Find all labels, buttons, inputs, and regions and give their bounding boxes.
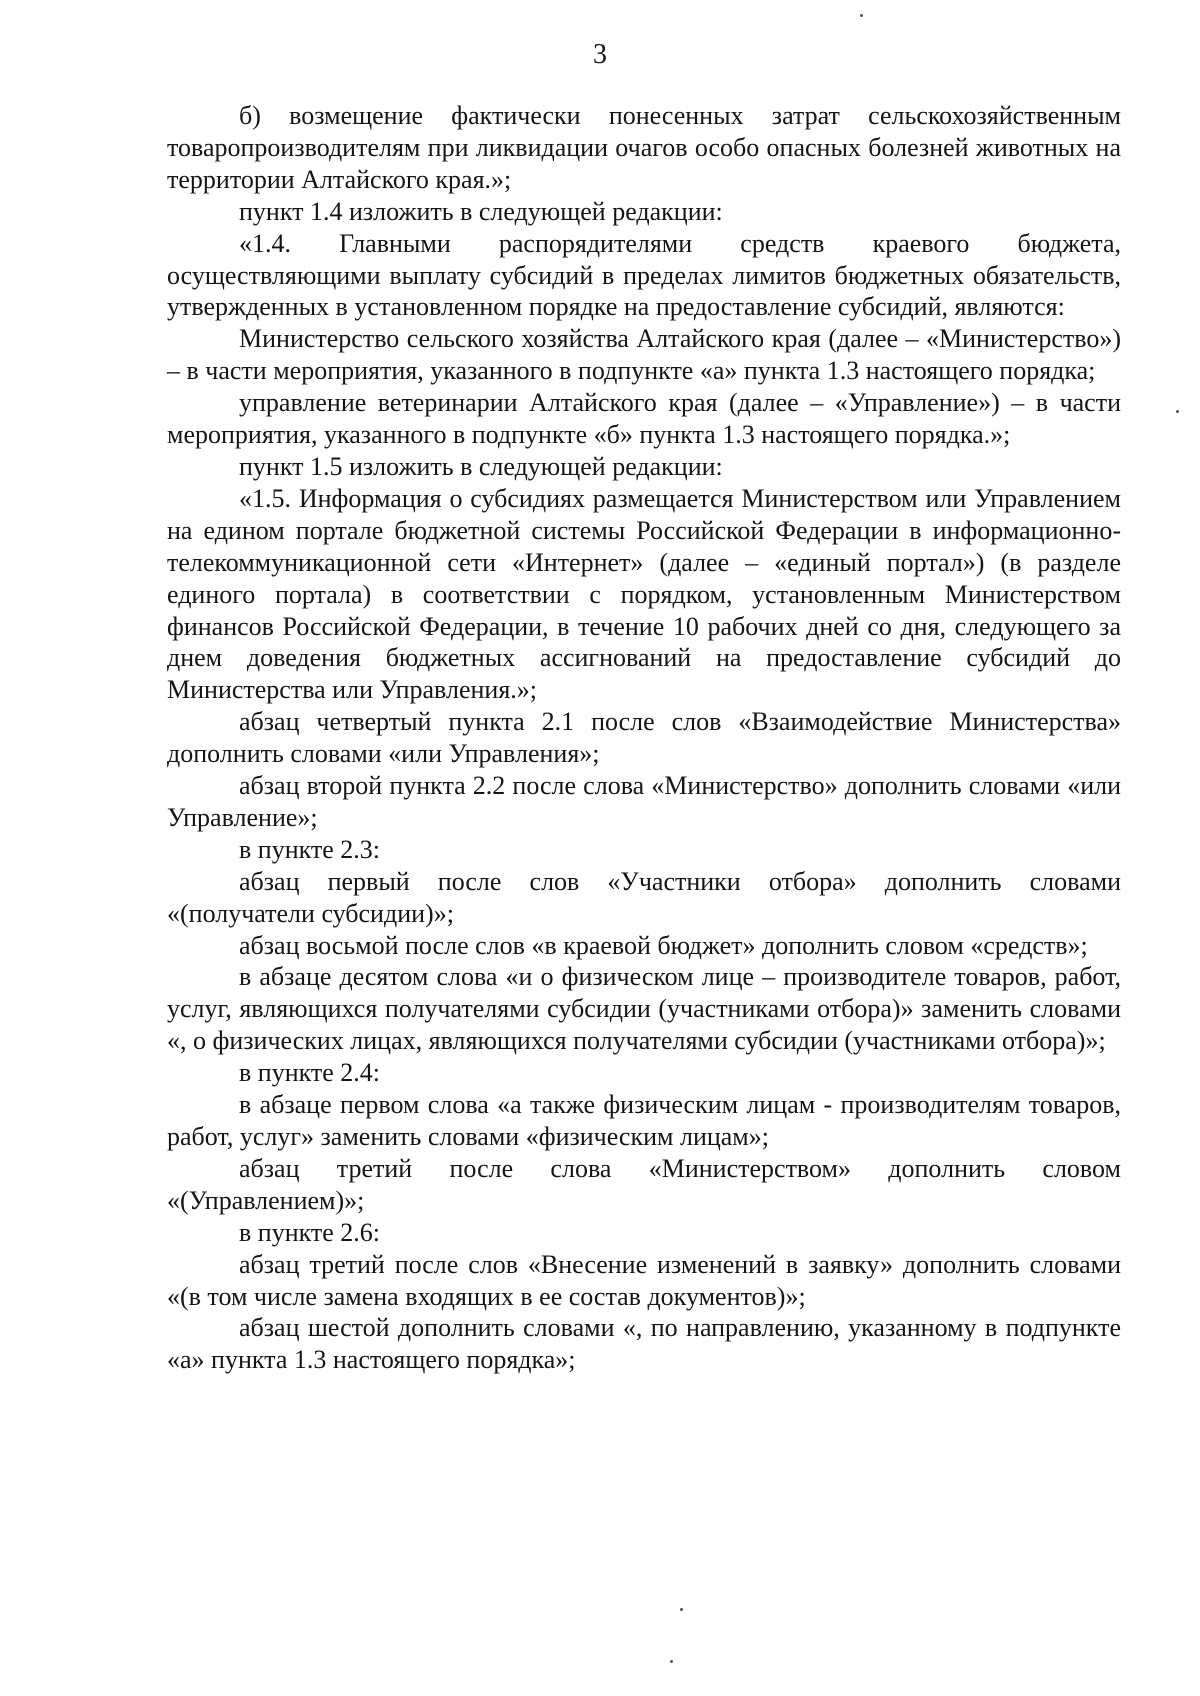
paragraph: «1.4. Главными распорядителями средств краевого бюджета, осуществляющими выплату субсидий в пределах лимитов бюджетных обязательств, утвержденных в установленном порядке на предоставление субсидий, являются: bbox=[167, 228, 1121, 322]
paragraph: абзац шестой дополнить словами «, по направлению, указанному в подпункте «а» пункта 1.3 настоящего порядка»; bbox=[167, 1313, 1121, 1375]
page-number: 3 bbox=[593, 39, 607, 70]
scan-speck bbox=[680, 1608, 683, 1611]
paragraph: в абзаце первом слова «а также физическим лицам - производителям товаров, работ, услуг» заменить словами «физическим лицам»; bbox=[167, 1090, 1121, 1151]
paragraph: абзац четвертый пункта 2.1 после слов «Взаимодействие Министерства» дополнить словами «или Управления»; bbox=[167, 707, 1121, 769]
paragraph: «1.5. Информация о субсидиях размещается Министерством или Управлением на едином портале бюджетной системы Российской Федерации в информационно-телекоммуникационной сети «Интернет» (далее – «единый портал») (в разделе единого портала) в соответствии с порядком, установленным Министерством финансов Российской Федерации, в течение 10 рабочих дней со дня, следующего за днем доведения бюджетных ассигнований на предоставление субсидий до Министерства или Управления.»; bbox=[167, 483, 1121, 705]
paragraph: в пункте 2.6: bbox=[239, 1217, 381, 1247]
paragraph: в абзаце десятом слова «и о физическом лице – производителе товаров, работ, услуг, являющихся получателями субсидии (участниками отбора)» заменить словами «, о физических лицах, являющихся получателями субсидии (участниками отбора)»; bbox=[167, 962, 1121, 1056]
document-body bbox=[167, 100, 1121, 1376]
paragraph: в пункте 2.3: bbox=[239, 834, 381, 864]
scan-speck bbox=[1176, 410, 1179, 413]
paragraph: абзац первый после слов «Участники отбора» дополнить словами «(получатели субсидии)»; bbox=[167, 866, 1121, 928]
paragraph: абзац третий после слова «Министерством» дополнить словом «(Управлением)»; bbox=[167, 1153, 1121, 1215]
paragraph: абзац третий после слов «Внесение изменений в заявку» дополнить словами «(в том числе замена входящих в ее состав документов)»; bbox=[167, 1249, 1121, 1311]
paragraph: пункт 1.4 изложить в следующей редакции: bbox=[239, 196, 723, 226]
scan-speck bbox=[670, 1660, 673, 1663]
paragraph: абзац второй пункта 2.2 после слова «Министерство» дополнить словами «или Управление»; bbox=[167, 771, 1121, 832]
paragraph: б) возмещение фактически понесенных затрат сельскохозяйственным товаропроизводителям при ликвидации очагов особо опасных болезней животных на территории Алтайского края.»; bbox=[167, 101, 1121, 194]
paragraph: абзац восьмой после слов «в краевой бюджет» дополнить словом «средств»; bbox=[239, 930, 1088, 960]
paragraph: в пункте 2.4: bbox=[239, 1058, 381, 1088]
paragraph: управление ветеринарии Алтайского края (далее – «Управление») – в части мероприятия, указанного в подпункте «б» пункта 1.3 настоящего порядка.»; bbox=[167, 388, 1121, 450]
scan-speck bbox=[860, 14, 863, 17]
paragraph: пункт 1.5 изложить в следующей редакции: bbox=[239, 451, 723, 481]
paragraph: Министерство сельского хозяйства Алтайского края (далее – «Министерство») – в части мероприятия, указанного в подпункте «а» пункта 1.3 настоящего порядка; bbox=[167, 324, 1121, 386]
